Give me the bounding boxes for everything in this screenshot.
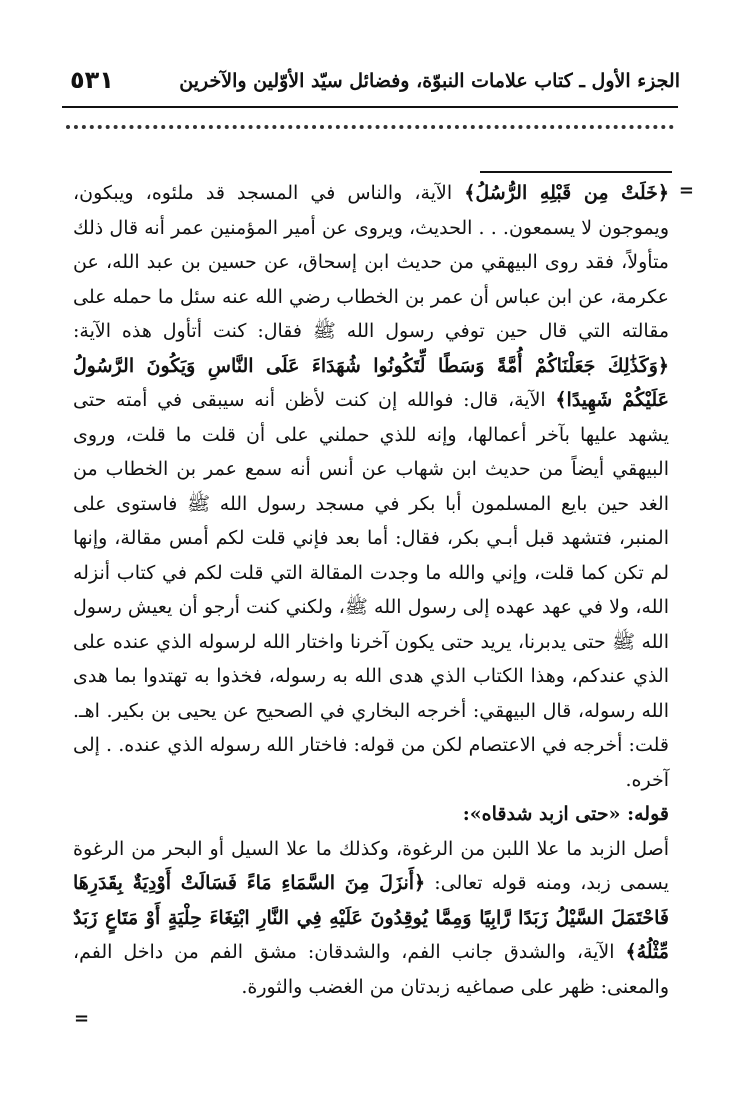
section-heading: قوله: «حتى ازبد شدقاه»:: [462, 803, 669, 825]
quran-verse: ﴿أَنزَلَ مِنَ السَّمَاءِ مَاءً فَسَالَتْ أَوْدِيَةٌ بِقَدَرِهَا فَاحْتَمَلَ السَّيْلُ زَبَدًا رَّابِيًا وَمِمَّا يُوقِدُونَ عَلَيْهِ فِي النَّارِ ابْتِغَاءَ حِلْيَةٍ أَوْ مَتَاعٍ زَبَدٌ مِّثْلُهُ﴾: [73, 872, 669, 963]
footnote-rule: [480, 171, 672, 173]
dotted-divider: [66, 125, 674, 129]
page-number: ٥٣١: [70, 66, 114, 94]
paragraph: [73, 832, 669, 1005]
paragraph: [73, 176, 669, 797]
paragraph-text: الآية، والشدق جانب الفم، والشدقان: مشق الفم من داخل الفم، والمعنى: ظهر على صماغيه زبدتان من الغضب والثورة.: [73, 941, 669, 998]
paragraph-text: الآية، والناس في المسجد قد ملئوه، ويبكون، ويموجون لا يسمعون. . . الحديث، ويروى عن أمير المؤمنين عمر أنه قال ذلك متأولاً، فقد روى البيهقي من حديث ابن إسحاق، عن حسين بن عبد الله، عن عكرمة، عن ابن عباس أن عمر بن الخطاب رضي الله عنه سئل ما حمله على مقالته التي قال حين توفي رسول الله ﷺ فقال: كنت أتأول هذه الآية:: [73, 182, 669, 342]
running-head: الجزء الأول ـ كتاب علامات النبوّة، وفضائل سيّد الأوّلين والآخرين: [179, 70, 680, 92]
page-header: [60, 64, 680, 104]
paragraph-text: أصل الزبد ما علا اللبن من الرغوة، وكذلك ما علا السيل أو البحر من الرغوة يسمى زبد، ومنه قوله تعالى:: [73, 837, 669, 894]
body-text: [73, 176, 669, 1004]
continuation-mark: =: [678, 180, 694, 201]
quran-verse: ﴿خَلَتْ مِن قَبْلِهِ الرُّسُلُ﴾: [464, 182, 669, 204]
paragraph-text: الآية، قال: فوالله إن كنت لأظن أنه سيبقى في أمته حتى يشهد عليها بآخر أعمالها، وإنه للذي حملني على أن قلت ما قلت، وروى البيهقي أيضاً من حديث ابن شهاب عن أنس أنه سمع عمر بن الخطاب من الغد حين بايع المسلمون أبا بكر في مسجد رسول الله ﷺ فاستوى على المنبر، فتشهد قبل أبـي بكر، فقال: أما بعد فإني قلت لكم أمس مقالة، وإنها لم تكن كما قلت، وإني والله ما وجدت المقالة التي قلت لكم في كتاب أنزله الله، ولا في عهد عهده إلى رسول الله ﷺ، ولكني كنت أرجو أن يعيش رسول الله ﷺ حتى يدبرنا، يريد حتى يكون آخرنا واختار الله لرسوله الذي عنده على الذي عندكم، وهذا الكتاب الذي هدى الله به رسوله، فخذوا به تهتدوا بما هدى الله رسوله، قال البيهقي: أخرجه البخاري في الصحيح عن يحيى بن بكير. اهـ. قلت: أخرجه في الاعتصام لكن من قوله: فاختار الله رسوله الذي عنده. . إلى آخره.: [73, 389, 669, 791]
quran-verse: ﴿وَكَذَٰلِكَ جَعَلْنَاكُمْ أُمَّةً وَسَطًا لِّتَكُونُوا شُهَدَاءَ عَلَى النَّاسِ وَيَكُونَ الرَّسُولُ عَلَيْكُمْ شَهِيدًا﴾: [73, 354, 669, 411]
header-rule: [62, 106, 678, 108]
end-mark: =: [74, 1008, 90, 1029]
